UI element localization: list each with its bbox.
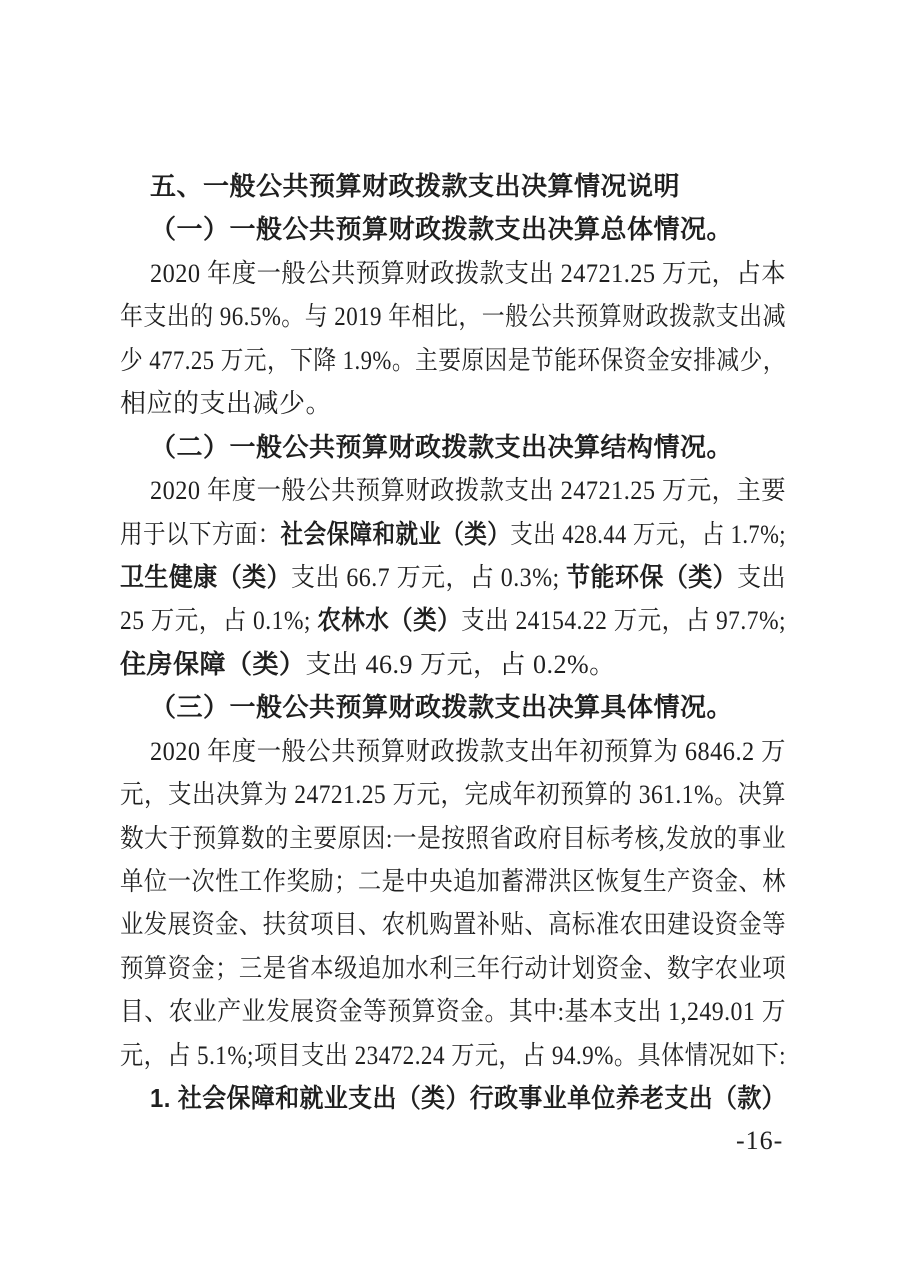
text-line xyxy=(120,339,786,382)
text-line-content xyxy=(120,817,786,860)
text-line xyxy=(120,252,786,295)
text-line xyxy=(120,208,786,251)
text-line xyxy=(120,860,786,903)
text-line-content xyxy=(120,599,786,642)
body-text: 数大于预算数的主要原因:一是按照省政府目标考核,发放的事业 xyxy=(120,823,786,853)
body-text: 支出 66.7 万元，占 0.3%; xyxy=(291,562,567,592)
text-line-content xyxy=(150,1077,786,1120)
emphasis-text: 农林水（类） xyxy=(317,605,462,636)
text-line-content xyxy=(120,556,786,599)
text-line-content xyxy=(120,860,786,903)
body-text: 2020 年度一般公共预算财政拨款支出年初预算为 6846.2 万 xyxy=(150,736,786,766)
body-text: 年支出的 96.5%。与 2019 年相比，一般公共预算财政拨款支出减 xyxy=(120,302,786,332)
emphasis-text: 五、一般公共预算财政拨款支出决算情况说明 xyxy=(150,171,681,201)
emphasis-text: （三）一般公共预算财政拨款支出决算具体情况。 xyxy=(150,692,734,723)
emphasis-text: 卫生健康（类） xyxy=(120,561,292,592)
body-text: 相应的支出减少。 xyxy=(120,389,333,419)
emphasis-text: （一）一般公共预算财政拨款支出决算总体情况。 xyxy=(150,214,734,245)
text-line-content xyxy=(150,426,733,469)
text-line xyxy=(120,556,786,599)
text-line xyxy=(120,730,786,773)
body-text: 少 477.25 万元，下降 1.9%。主要原因是节能环保资金安排减少， xyxy=(120,345,786,375)
text-line-content xyxy=(150,252,786,295)
text-line-content xyxy=(120,1034,786,1077)
body-text: 支出 428.44 万元，占 1.7%; xyxy=(510,519,786,549)
text-line-content xyxy=(120,903,786,946)
text-line xyxy=(120,1034,786,1077)
text-line xyxy=(120,773,786,816)
body-text: 支出 24154.22 万元，占 97.7%; xyxy=(461,606,786,636)
text-line-content xyxy=(120,513,786,556)
text-line-content xyxy=(120,295,786,338)
body-text: 25 万元，占 0.1%; xyxy=(120,606,318,636)
text-line-content xyxy=(150,730,786,773)
emphasis-text: 节能环保（类） xyxy=(566,561,738,592)
page-number: -16- xyxy=(736,1126,784,1155)
body-text: 2020 年度一般公共预算财政拨款支出 24721.25 万元，主要 xyxy=(150,476,786,506)
emphasis-text: （二）一般公共预算财政拨款支出决算结构情况。 xyxy=(150,431,734,462)
text-line-content xyxy=(150,165,680,208)
text-line xyxy=(120,947,786,990)
text-line xyxy=(120,295,786,338)
text-line xyxy=(120,165,786,208)
text-line-content xyxy=(150,469,786,512)
emphasis-text: 住房保障（类） xyxy=(120,648,306,679)
body-text: 单位一次性工作奖励；二是中央追加蓄滞洪区恢复生产资金、林 xyxy=(120,867,786,896)
text-line xyxy=(120,990,786,1033)
text-line xyxy=(120,817,786,860)
text-line-content xyxy=(120,382,332,425)
body-text: 2020 年度一般公共预算财政拨款支出 24721.25 万元，占本 xyxy=(150,258,786,288)
text-line-content xyxy=(120,947,786,990)
text-line-content xyxy=(150,686,733,729)
body-text: 支出 46.9 万元，占 0.2%。 xyxy=(305,649,616,679)
text-line-content xyxy=(150,208,733,251)
text-line-content xyxy=(120,643,616,686)
text-line xyxy=(120,469,786,512)
text-line xyxy=(120,513,786,556)
emphasis-text: 社会保障和就业（类） xyxy=(280,518,511,549)
body-text: 用于以下方面： xyxy=(120,519,281,549)
body-text: 元，支出决算为 24721.25 万元，完成年初预算的 361.1%。决算 xyxy=(120,780,786,810)
text-line xyxy=(120,599,786,642)
text-line xyxy=(120,903,786,946)
text-line xyxy=(120,686,786,729)
body-text: 支出 xyxy=(737,562,786,592)
body-text: 元，占 5.1%;项目支出 23472.24 万元，占 94.9%。具体情况如下: xyxy=(120,1040,786,1070)
text-line-content xyxy=(120,339,786,382)
text-line xyxy=(120,426,786,469)
body-text: 业发展资金、扶贫项目、农机购置补贴、高标准农田建设资金等 xyxy=(120,910,786,940)
text-line xyxy=(120,643,786,686)
body-text: 目、农业产业发展资金等预算资金。其中:基本支出 1,249.01 万 xyxy=(120,997,786,1027)
emphasis-text: 1. 社会保障和就业支出（类）行政事业单位养老支出（款） xyxy=(150,1083,786,1114)
body-text: 预算资金；三是省本级追加水利三年行动计划资金、数字农业项 xyxy=(120,953,786,983)
text-line-content xyxy=(120,990,786,1033)
text-line xyxy=(120,382,786,425)
text-line-content xyxy=(120,773,786,816)
document-body xyxy=(120,165,786,1121)
text-line xyxy=(120,1077,786,1120)
